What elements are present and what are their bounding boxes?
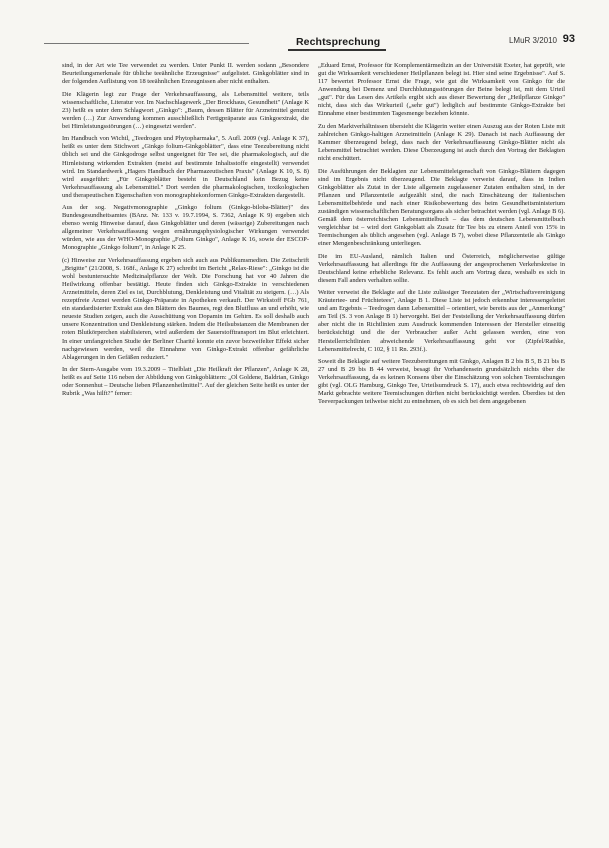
paragraph: Im Handbuch von Wichtl, „Teedrogen und Phytopharmaka", 5. Aufl. 2009 (vgl. Anlage K 37), heißt es unter dem Stichwort „Ginkgo folium-Ginkgoblätter", dass eine Teezubereitung nicht üblich sei und die Ginkgodroge selbst ungeeignet für Tee sei, die pharmakologisch, auf die Hirnleistung wirkenden Extrakten (meist auf bestimmte Inhaltsstoffe eingestellt) verwendet wird. Im Standardwerk „Hagers Handbuch der Pharmazeutischen Praxis" (Anlage K 10, S. 8) wird ausgeführt: „Für Ginkgoblätter besteht in Deutschland kein Bezug keine Verkehrsauffassung als Lebensmittel." Dort werden die pharmakologischen, toxikologischen und therapeutischen Eigenschaften von monographiekonformen Ginkgo-Extrakten dargestellt. — [62, 135, 309, 199]
header-rule — [44, 43, 249, 44]
paragraph: In der Stern-Ausgabe vom 19.3.2009 – Titelblatt „Die Heilkraft der Pflanzen", Anlage K 28, heißt es auf Seite 116 neben der Abbildung von Ginkgoblättern: „Ol Goldene, Baldrian, Ginkgo oder Sonnenhut – Deutsche lieben Pflanzenheilmittel". Auf der gleichen Seite heißt es unter der Rubrik „Was hilft?" ferner: — [62, 366, 309, 398]
paragraph: Soweit die Beklagte auf weitere Teezubereitungen mit Ginkgo, Anlagen B 2 bis B 5, B 21 bis B 27 und B 29 bis B 44 verweist, besagt ihr Vorhandensein grundsätzlich nichts über die Verkehrsauffassung, da es keinen Konsens über die Einschätzung von solchen Teemischungen gibt (vgl. OLG Hamburg, Ginkgo Tee, Urteilsumdruck S. 17), auch etwa rechtswidrig auf den Markt gebrachte weitere Teemischungen dürften nicht berücksichtigt werden. Überdies ist den Teeverpackungen teilweise nicht zu entnehmen, ob es sich bei dem angegebenen — [318, 358, 565, 406]
paragraph: Die Klägerin legt zur Frage der Verkehrsauffassung, als Lebensmittel weitere, teils wissenschaftliche, Literatur vor. Im Nachschlagewerk „Der Brockhaus, Gesundheit" (Anlage K 23) heißt es unter dem Schlagwort „Ginkgo": „Baum, dessen Blätter für Arzneimittel genutzt werden (…) Zur Anwendung kommen ausschließlich Fertigpräparate aus Ginkgoextrakt, die bei Hirnleistungsstörungen (…) eingesetzt werden". — [62, 90, 309, 130]
paragraph: Die Ausführungen der Beklagten zur Lebensmitteleigenschaft von Ginkgo-Blättern dagegen sind im Ergebnis nicht überzeugend. Die Beklagte verweist darauf, dass in Indien Ginkgoblätter als Zutat in der Liste allgemein zugelassener Zutaten enthalten sind, in der Pflanzen und Pflanzenteile aufgezählt sind, die nach Einschätzung der italienischen Lebensmittelbehörde und nach einer Risikobewertung des beim Gesundheitsministerium zuständigen wissenschaftlichen Beratungsorgans als sicher betrachtet werden (vgl. Anlage B 6). Gemäß dem österreichischen Lebensmittelbuch – das dem deutschen Lebensmittelbuch vergleichbar ist – wird dort Ginkgoblatt als Zusatz für Tee bis zu einem Anteil von 15% in Teemischungen als üblich angesehen (vgl. Anlage B 7), wobei diese Pflanzenteile als Ginkgo einer Mengenbeschränkung unterliegen. — [318, 167, 565, 247]
right-column — [318, 62, 565, 411]
page-header — [44, 30, 575, 54]
journal-citation: LMuR 3/2010 — [508, 36, 557, 45]
paragraph: Weiter verweist die Beklagte auf die Liste zulässiger Teezutaten der „Wirtschaftsvereinigung Kräutertee- und Früchtetees", Anlage B 1. Diese Liste ist jedoch erkennbar interessengeleitet und am Ergebnis – Teedrogen dann Lebensmittel – orientiert, wie bereits aus der „Anmerkung" am Teil (S. 3 von Anlage B 1) hervorgeht. Bei der Feststellung der Verkehrsauffassung dürfen aber nicht die in Richtlinien zum Ausdruck kommenden Interessen der Hersteller einseitig berücksichtigt und die der Verbraucher außer Acht gelassen werden, eine von Herstellerrichtlinien abweichende Verkehrsauffassung geht vor (Zipfel/Rathke, Lebensmittelrecht, C 102, § 11 Rn. 293f.). — [318, 289, 565, 353]
paragraph: Aus der sog. Negativmonographie „Ginkgo folium (Ginkgo-biloba-Blätter)" des Bundesgesundheitsamtes (BAnz. Nr. 133 v. 19.7.1994, S. 7362, Anlage K 9) ergeben sich ebenso wenig Hinweise darauf, dass Ginkgoblätter und deren (wässrige) Zubereitungen nach allgemeiner Verkehrsauffassung wegen ernährungsphysiologischer Wirkungen verwendet würden, wie aus der WHO-Monographie „Folium Ginkgo", Anlage K 16, sowie der ESCOP-Monographie „Ginkgo folium", in Anlage K 25. — [62, 204, 309, 252]
paragraph: Die im EU-Ausland, nämlich Italien und Österreich, möglicherweise gültige Verkehrsauffassung hat allerdings für die Auffassung der angesprochenen Verkehrskreise in Deutschland keine erhebliche Relevanz. Es fehlt auch am Vortrag dazu, weshalb es sich in diesem Fall anders verhalten sollte. — [318, 252, 565, 284]
paragraph: „Eduard Ernst, Professor für Komplementärmedizin an der Universität Exeter, hat geprüft, wie gut die Wirksamkeit verschiedener Heilpflanzen belegt ist. Hier sind seine Ergebnisse". Auf S. 117 bewertet Professor Ernst die Frage, wie gut die Wirksamkeit von Ginkgo für die Anwendung bei Demenz und Durchblutungsstörungen der Beine belegt ist, mit dem Urteil „gut". Für das Lesen des Artikels ergibt sich aus dieser Bewertung der „Heilpflanze Ginkgo" nicht, dass sich das Wirkurteil („sehr gut") lediglich auf bestimmte Ginkgo-Extrakte bei Einnahme einer bestimmten Tagesmenge beziehen könnte. — [318, 62, 565, 118]
paragraph: sind, in der Art wie Tee verwendet zu werden. Unter Punkt II. werden sodann „Besondere Beurteilungsmerkmale für übliche teeähnliche Erzeugnisse" aufgelistet. Ginkgoblätter sind in der folgenden Auflistung von 18 teeähnlichen Erzeugnissen aber nicht enthalten. — [62, 62, 309, 86]
left-column — [62, 62, 309, 403]
section-title: Rechtsprechung — [296, 36, 381, 48]
paragraph: Zu den Marktverhältnissen übersieht die Klägerin weiter einen Auszug aus der Roten Liste mit zahlreichen Ginkgo-haltigen Arzneimitteln (Anlage K 29). Danach ist nach Auffassung der Kammer überzeugend belegt, dass nach der Verkehrsauffassung Ginkgo-Blätter nicht als Lebensmittel betrachtet werden. Diese Überzeugung ist auch durch den Vortrag der Beklagten nicht erschüttert. — [318, 122, 565, 163]
paragraph: (c) Hinweise zur Verkehrsauffassung ergeben sich auch aus Publikumsmedien. Die Zeitschrift „Brigitte" (21/2008, S. 168f., Anlage K 27) schreibt im Bericht „Relax-Riese": „Ginkgo ist die wohl bestuntersuchte Medizinalpflanze der Welt. Die Forschung hat vor 40 Jahren die Heilwirkung offenbar bestätigt. Heute finden sich Ginkgo-Extrakte in verschiedenen Arzneimitteln, deren Ziel es ist, Durchblutung, Denkleistung und Vitalität zu steigern. (…) Als rezeptfreie Arznei werden Ginkgo-Präparate in Apotheken verkauft. Der Wirkstoff FGb 761, ein standardisierter Extrakt aus den Blättern des Baumes, regt den Blutfluss an und erhöht, wie neueste Studien zeigen, auch die Ausschüttung von Dopamin im Gehirn. Es soll deshalb auch unsere Konzentration und Denkleistung stärken. Indem die Heilsubstanzen die Membranen der roten Blutkörperchen stabilisieren, wird außerdem der Sauerstofftransport im Blut erleichtert. In einer umfangreichen Studie der Berliner Charité konnte ein zuvor bezweifelter Effekt sicher nachgewiesen werden, weil die Einnahme von Ginkgo-Extrakt offenbar gefährliche Ablagerungen in den Gefäßen reduziert." — [62, 257, 309, 361]
page-number: 93 — [562, 33, 575, 45]
